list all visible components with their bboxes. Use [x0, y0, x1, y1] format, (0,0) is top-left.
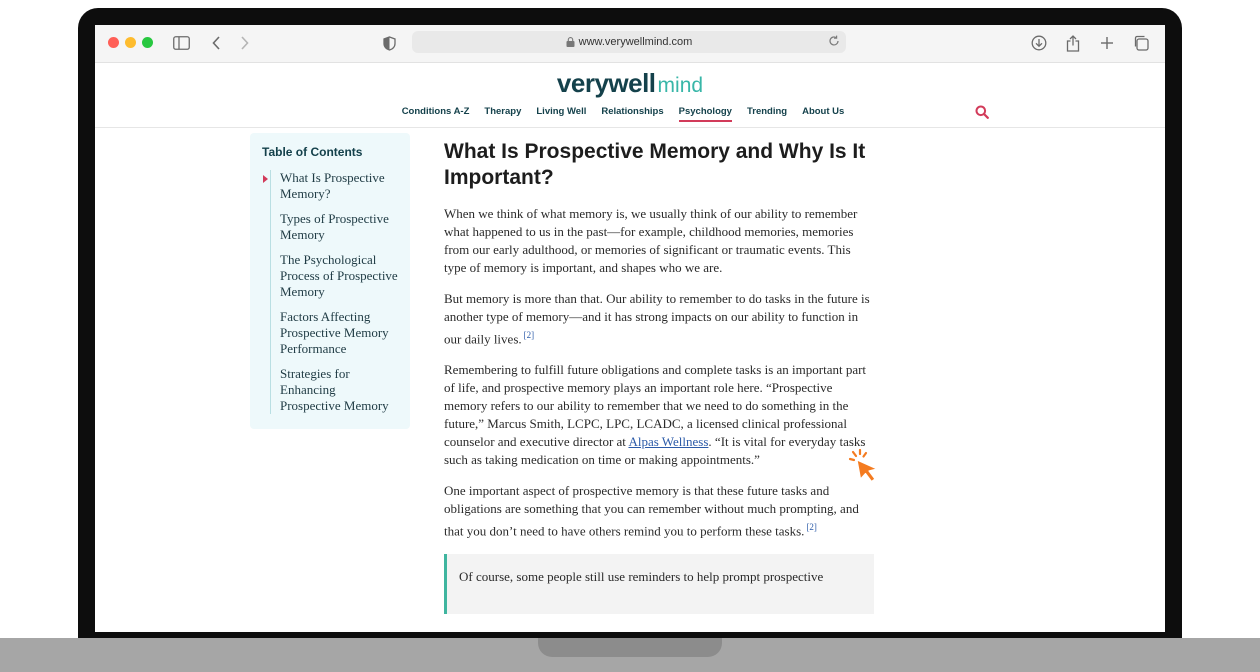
back-icon[interactable]: [212, 33, 221, 53]
address-bar[interactable]: [412, 31, 846, 53]
browser-window: [95, 25, 1165, 632]
downloads-icon[interactable]: [1031, 33, 1047, 53]
sidebar-toggle-icon[interactable]: [173, 33, 190, 53]
toc-item-what-is[interactable]: What Is Prospective Memory?: [271, 170, 398, 202]
citation-link[interactable]: [2]: [523, 330, 535, 340]
share-icon[interactable]: [1066, 33, 1080, 53]
forward-icon[interactable]: [240, 33, 249, 53]
nav-therapy[interactable]: Therapy: [484, 106, 522, 117]
nav-trending[interactable]: Trending: [746, 106, 788, 117]
toc-title: Table of Contents: [262, 145, 363, 159]
close-window-button[interactable]: [108, 37, 119, 48]
paragraph-4: One important aspect of prospective memory is that these future tasks and obligations are something that you can remember without much prompting, and that you don’t need to have others remind you to perform these tasks. [2]: [444, 483, 859, 539]
laptop-notch: [538, 638, 722, 657]
toc-item-types[interactable]: Types of Prospective Memory: [280, 211, 389, 242]
callout-box: [444, 554, 874, 614]
click-cursor-icon: [847, 449, 881, 488]
search-icon[interactable]: [975, 105, 989, 124]
nav-conditions[interactable]: Conditions A-Z: [401, 106, 470, 117]
reload-icon[interactable]: [828, 35, 840, 47]
zoom-window-button[interactable]: [142, 37, 153, 48]
nav-relationships[interactable]: Relationships: [601, 106, 664, 117]
toc-item-factors[interactable]: Factors Affecting Prospective Memory Performance: [280, 309, 389, 356]
nav-psychology[interactable]: Psychology: [679, 106, 732, 122]
table-of-contents: [250, 133, 410, 429]
callout-text: Of course, some people still use reminders to help prompt prospective: [459, 568, 824, 584]
new-tab-icon[interactable]: [1100, 33, 1114, 53]
nav-about-us[interactable]: About Us: [802, 106, 845, 117]
main-nav: [95, 106, 1165, 122]
toc-item-process[interactable]: The Psychological Process of Prospective Memory: [280, 252, 398, 299]
article-heading: What Is Prospective Memory and Why Is It Important?: [444, 140, 866, 189]
article-body: [444, 139, 874, 614]
nav-living-well[interactable]: Living Well: [536, 106, 587, 117]
url-text: www.verywellmind.com: [578, 36, 693, 48]
tab-overview-icon[interactable]: [1133, 33, 1149, 53]
citation-link[interactable]: [2]: [806, 522, 817, 533]
toc-list: [270, 170, 398, 414]
browser-toolbar: [95, 25, 1165, 63]
privacy-shield-icon[interactable]: [383, 33, 396, 53]
minimize-window-button[interactable]: [125, 37, 136, 48]
lock-icon: [566, 37, 575, 47]
paragraph-3: Remembering to fulfill future obligations and complete tasks is an important part of life, and prospective memory plays an important role here. “Prospective memory refers to our ability to remember that we need to do something in the future,” Marcus Smith, LCPC, LPC, LCADC, a licensed clinical professional counselor and executive director at Alpas Wellness. “It is vital for everyday tasks such as taking medication on time or making appointments.”: [444, 362, 867, 468]
alpas-wellness-link[interactable]: Alpas Wellness: [628, 434, 709, 450]
site-header: [95, 64, 1165, 128]
toc-item-strategies[interactable]: Strategies for Enhancing Prospective Memory: [280, 366, 389, 413]
paragraph-2: But memory is more than that. Our ability to remember to do tasks in the future is another type of memory—and it has strong impacts on our ability to function in our daily lives. [2]: [444, 291, 870, 347]
active-marker-icon: [263, 175, 268, 183]
site-logo[interactable]: verywellmind: [556, 68, 704, 98]
paragraph-1: When we think of what memory is, we usually think of our ability to remember what happened to us in the past—for example, childhood memories, memories from our early adulthood, or memories of significant or traumatic events. This type of memory is important, and shapes who we are.: [444, 206, 858, 275]
